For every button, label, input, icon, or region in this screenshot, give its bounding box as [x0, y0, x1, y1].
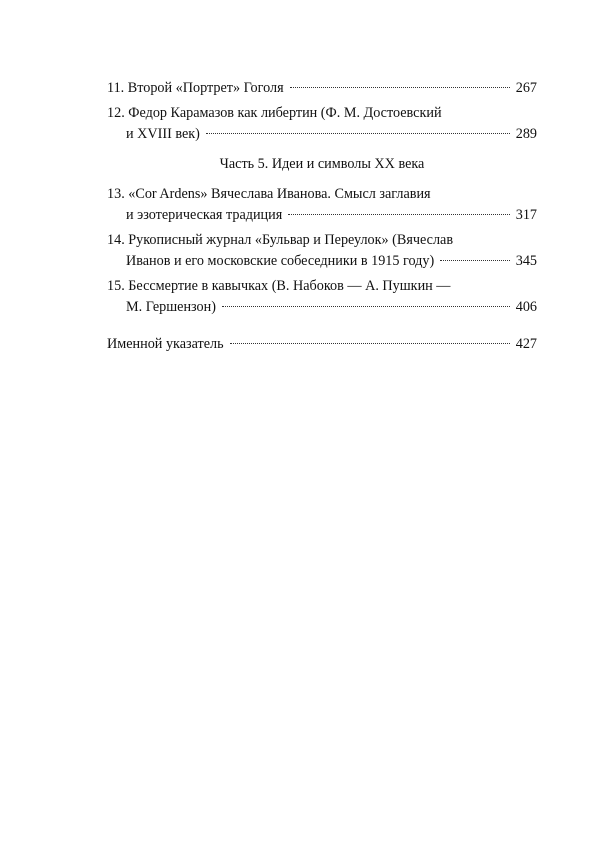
toc-entry-title-continued: Иванов и его московские собеседники в 1915 году) [126, 253, 435, 269]
page-number: 267 [515, 80, 537, 96]
toc-entry-title-continued: М. Гершензон) [126, 299, 216, 315]
dot-leader [230, 343, 510, 344]
table-of-contents [107, 78, 537, 355]
dot-leader [288, 214, 509, 215]
toc-entry-title: Именной указатель [107, 336, 224, 352]
toc-entry-title-continued: и эзотерическая традиция [126, 207, 283, 223]
toc-entry-line [107, 297, 537, 318]
toc-entry-line [107, 334, 537, 355]
toc-entry-line [107, 184, 537, 205]
page-number: 289 [515, 126, 537, 142]
toc-entry-line [107, 78, 537, 99]
toc-entry-line [107, 103, 537, 124]
page-number: 406 [515, 299, 537, 315]
toc-entry-14 [107, 230, 537, 272]
toc-entry-line [107, 251, 537, 272]
toc-entry-title: 11. Второй «Портрет» Гоголя [107, 80, 284, 96]
toc-entry-15 [107, 276, 537, 318]
toc-entry-title: 12. Федор Карамазов как либертин (Ф. М. Достоевский [107, 105, 442, 121]
dot-leader [222, 306, 510, 307]
dot-leader [440, 260, 510, 261]
page-number: 317 [515, 207, 537, 223]
toc-entry-12 [107, 103, 537, 145]
toc-entry-title: 14. Рукописный журнал «Бульвар и Переулок» (Вячеслав [107, 232, 454, 248]
toc-entry-title: 13. «Cor Ardens» Вячеслава Иванова. Смысл заглавия [107, 186, 431, 202]
toc-entry-line [107, 205, 537, 226]
toc-entry-11 [107, 78, 537, 99]
dot-leader [206, 133, 510, 134]
toc-entry-13 [107, 184, 537, 226]
toc-entry-line [107, 276, 537, 297]
toc-entry-line [107, 124, 537, 145]
section-heading: Часть 5. Идеи и символы XX века [219, 156, 425, 172]
toc-entry-title: 15. Бессмертие в кавычках (В. Набоков — А. Пушкин — [107, 278, 451, 294]
page-number: 427 [515, 336, 537, 352]
toc-entry-name-index [107, 334, 537, 355]
page-number: 345 [515, 253, 537, 269]
toc-entry-title-continued: и XVIII век) [126, 126, 200, 142]
toc-entry-line [107, 230, 537, 251]
dot-leader [290, 87, 510, 88]
